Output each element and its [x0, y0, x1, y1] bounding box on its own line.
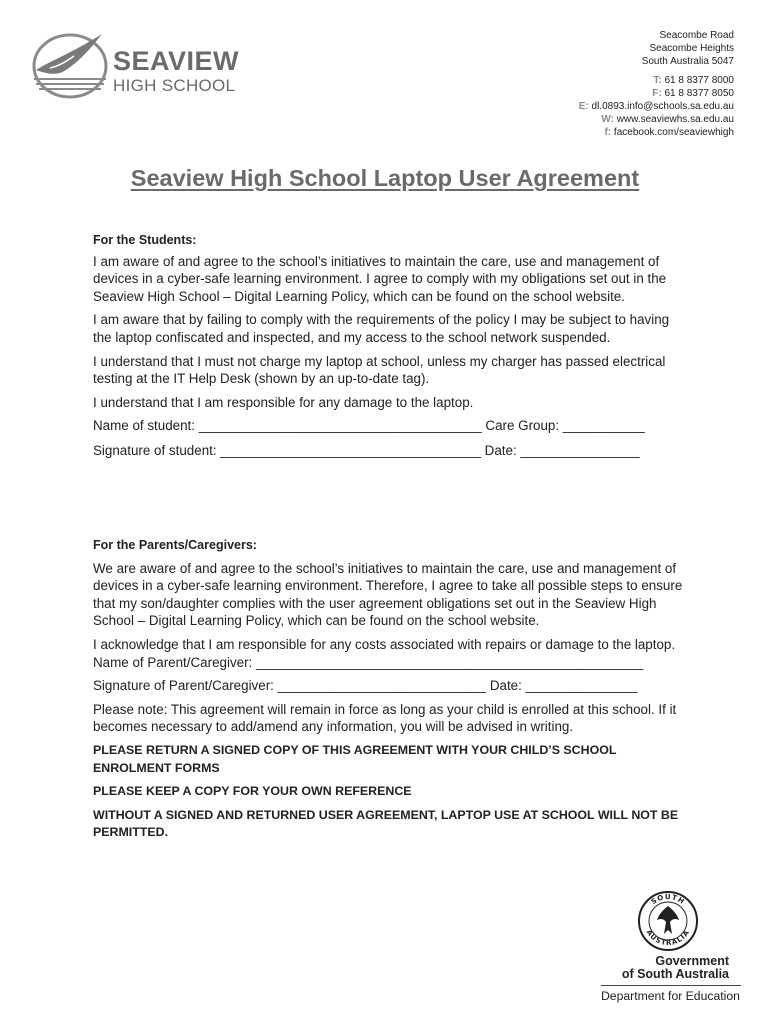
government-logo	[595, 890, 755, 1010]
contact-email: E: dl.0893.info@schools.sa.edu.au	[578, 100, 734, 112]
students-paragraph: I understand that I must not charge my laptop at school, unless my charger has passed electrical testing at the IT Help Desk (shown by an up-to-date tag).	[93, 353, 666, 387]
contact-phone: T: 61 8 8377 8000	[653, 75, 734, 87]
seagull-logo-icon	[30, 30, 110, 100]
address-line: Seacombe Heights	[649, 42, 734, 54]
parent-name-field[interactable]: Name of Parent/Caregiver: ____________________________________________________	[93, 654, 644, 670]
document-title: Seaview High School Laptop User Agreement	[130, 165, 640, 191]
agreement-note: Please note: This agreement will remain in force as long as your child is enrolled at this school. If it becomes necessary to add/amend any information, you will be advised in writing.	[93, 701, 677, 735]
seal-text-top: SOUTH	[649, 892, 687, 907]
parents-heading: For the Parents/Caregivers:	[93, 538, 257, 552]
seal-text-bottom: AUSTRALIA	[644, 928, 692, 948]
department-name: Department for Education	[601, 989, 740, 1003]
students-section	[93, 232, 683, 460]
contact-facebook: f: facebook.com/seaviewhigh	[604, 126, 734, 138]
notice-not-permitted: WITHOUT A SIGNED AND RETURNED USER AGREEMENT, LAPTOP USE AT SCHOOL WILL NOT BE PERMITTED.	[93, 807, 679, 840]
parents-paragraph: I acknowledge that I am responsible for any costs associated with repairs or damage to the laptop.	[93, 636, 676, 652]
students-paragraph: I am aware that by failing to comply with the requirements of the policy I may be subject to having the laptop confiscated and inspected, and my access to the school network suspended.	[93, 312, 670, 345]
parent-signature-field[interactable]: Signature of Parent/Caregiver: ____________________________ Date: _______________	[93, 678, 638, 694]
gov-name-line2: of South Australia	[621, 967, 729, 981]
logo-subtitle: HIGH SCHOOL	[113, 76, 236, 95]
parents-section	[93, 537, 683, 842]
students-paragraph: I understand that I am responsible for any damage to the laptop.	[93, 394, 474, 410]
parents-paragraph: We are aware of and agree to the school’s initiatives to maintain the care, use and management of devices in a cyber-safe learning environment. Therefore, I agree to take all possible steps to ensure that my son/daughter complies with the user agreement obligations set out in the Seaview High School – Digital Learning Policy, which can be found on the school website.	[93, 560, 683, 629]
address-line: South Australia 5047	[641, 55, 734, 67]
sa-seal-icon	[637, 890, 699, 952]
gov-name-line1: Government	[655, 954, 729, 968]
notice-return: PLEASE RETURN A SIGNED COPY OF THIS AGREEMENT WITH YOUR CHILD’S SCHOOL ENROLMENT FORMS	[93, 742, 617, 775]
notice-keep-copy: PLEASE KEEP A COPY FOR YOUR OWN REFERENCE	[93, 784, 412, 799]
students-heading: For the Students:	[93, 233, 197, 247]
school-address-block	[579, 30, 734, 139]
address-line: Seacombe Road	[659, 30, 734, 41]
school-logo	[30, 30, 250, 100]
contact-website: W: www.seaviewhs.sa.edu.au	[601, 113, 734, 125]
gov-divider	[601, 985, 741, 986]
contact-fax: F: 61 8 8377 8050	[652, 88, 734, 100]
student-signature-field[interactable]: Signature of student: ___________________________________ Date: ________________	[93, 442, 640, 458]
student-name-field[interactable]: Name of student: ______________________________________ Care Group: ___________	[93, 418, 645, 434]
students-paragraph: I am aware of and agree to the school’s initiatives to maintain the care, use and management of devices in a cyber-safe learning environment. I agree to comply with my obligations set out in the Seaview High School – Digital Learning Policy, which can be found on the school website.	[93, 253, 667, 304]
logo-name: SEAVIEW	[113, 46, 240, 76]
